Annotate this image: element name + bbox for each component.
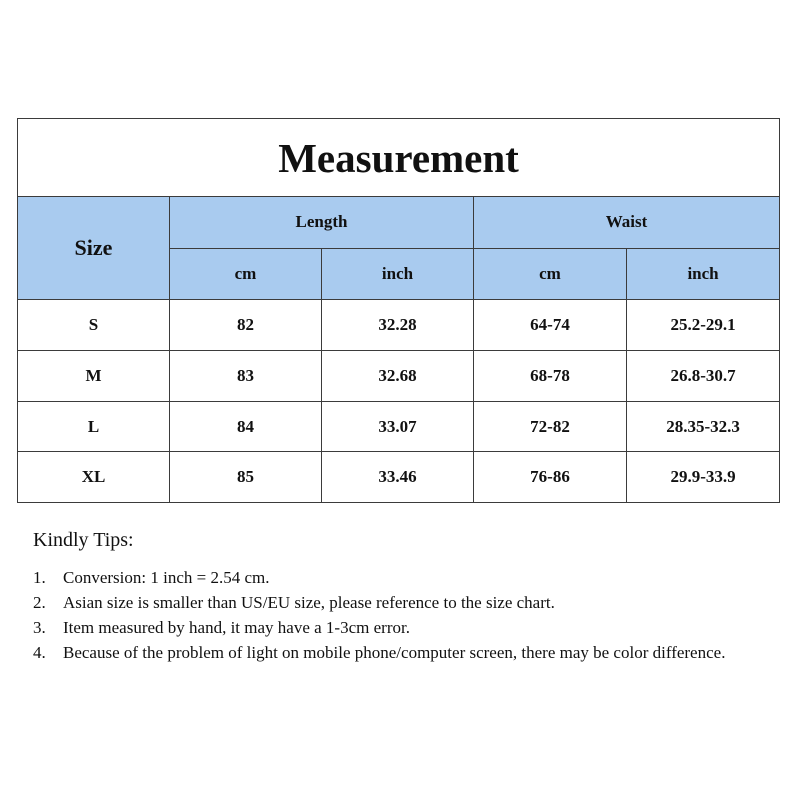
list-item — [33, 615, 773, 640]
table-row — [18, 351, 780, 402]
table-row — [18, 452, 780, 503]
length-group-header: Length — [170, 197, 474, 249]
table-row — [18, 401, 780, 452]
length-cm-cell: 82 — [170, 300, 322, 351]
list-item — [33, 640, 773, 665]
tips-section — [33, 528, 773, 665]
tips-list — [33, 565, 773, 665]
size-chart-table — [17, 118, 780, 503]
waist-group-header: Waist — [474, 197, 780, 249]
waist-inch-header: inch — [627, 248, 780, 300]
waist-cm-cell: 72-82 — [474, 401, 627, 452]
waist-cm-cell: 64-74 — [474, 300, 627, 351]
waist-inch-cell: 25.2-29.1 — [627, 300, 780, 351]
size-cell: XL — [18, 452, 170, 503]
waist-inch-cell: 26.8-30.7 — [627, 351, 780, 402]
list-item-text: Because of the problem of light on mobile phone/computer screen, there may be color difference. — [63, 643, 726, 662]
size-cell: S — [18, 300, 170, 351]
list-item-number: 4. — [33, 643, 46, 662]
chart-title: Measurement — [18, 119, 780, 197]
length-cm-cell: 83 — [170, 351, 322, 402]
length-inch-header: inch — [322, 248, 474, 300]
table-row — [18, 300, 780, 351]
list-item-text: Conversion: 1 inch = 2.54 cm. — [63, 568, 270, 587]
length-inch-cell: 32.68 — [322, 351, 474, 402]
length-inch-cell: 33.46 — [322, 452, 474, 503]
size-column-header: Size — [18, 197, 170, 300]
length-inch-cell: 33.07 — [322, 401, 474, 452]
length-cm-cell: 84 — [170, 401, 322, 452]
group-header-row — [18, 197, 780, 249]
list-item-number: 2. — [33, 593, 46, 612]
list-item-number: 1. — [33, 568, 46, 587]
list-item — [33, 590, 773, 615]
list-item — [33, 565, 773, 590]
waist-inch-cell: 29.9-33.9 — [627, 452, 780, 503]
waist-cm-cell: 68-78 — [474, 351, 627, 402]
length-cm-header: cm — [170, 248, 322, 300]
length-cm-cell: 85 — [170, 452, 322, 503]
length-inch-cell: 32.28 — [322, 300, 474, 351]
size-cell: L — [18, 401, 170, 452]
waist-cm-cell: 76-86 — [474, 452, 627, 503]
size-cell: M — [18, 351, 170, 402]
title-row — [18, 119, 780, 197]
waist-cm-header: cm — [474, 248, 627, 300]
list-item-text: Item measured by hand, it may have a 1-3cm error. — [63, 618, 410, 637]
tips-title: Kindly Tips: — [33, 529, 134, 551]
list-item-number: 3. — [33, 618, 46, 637]
waist-inch-cell: 28.35-32.3 — [627, 401, 780, 452]
list-item-text: Asian size is smaller than US/EU size, please reference to the size chart. — [63, 593, 555, 612]
